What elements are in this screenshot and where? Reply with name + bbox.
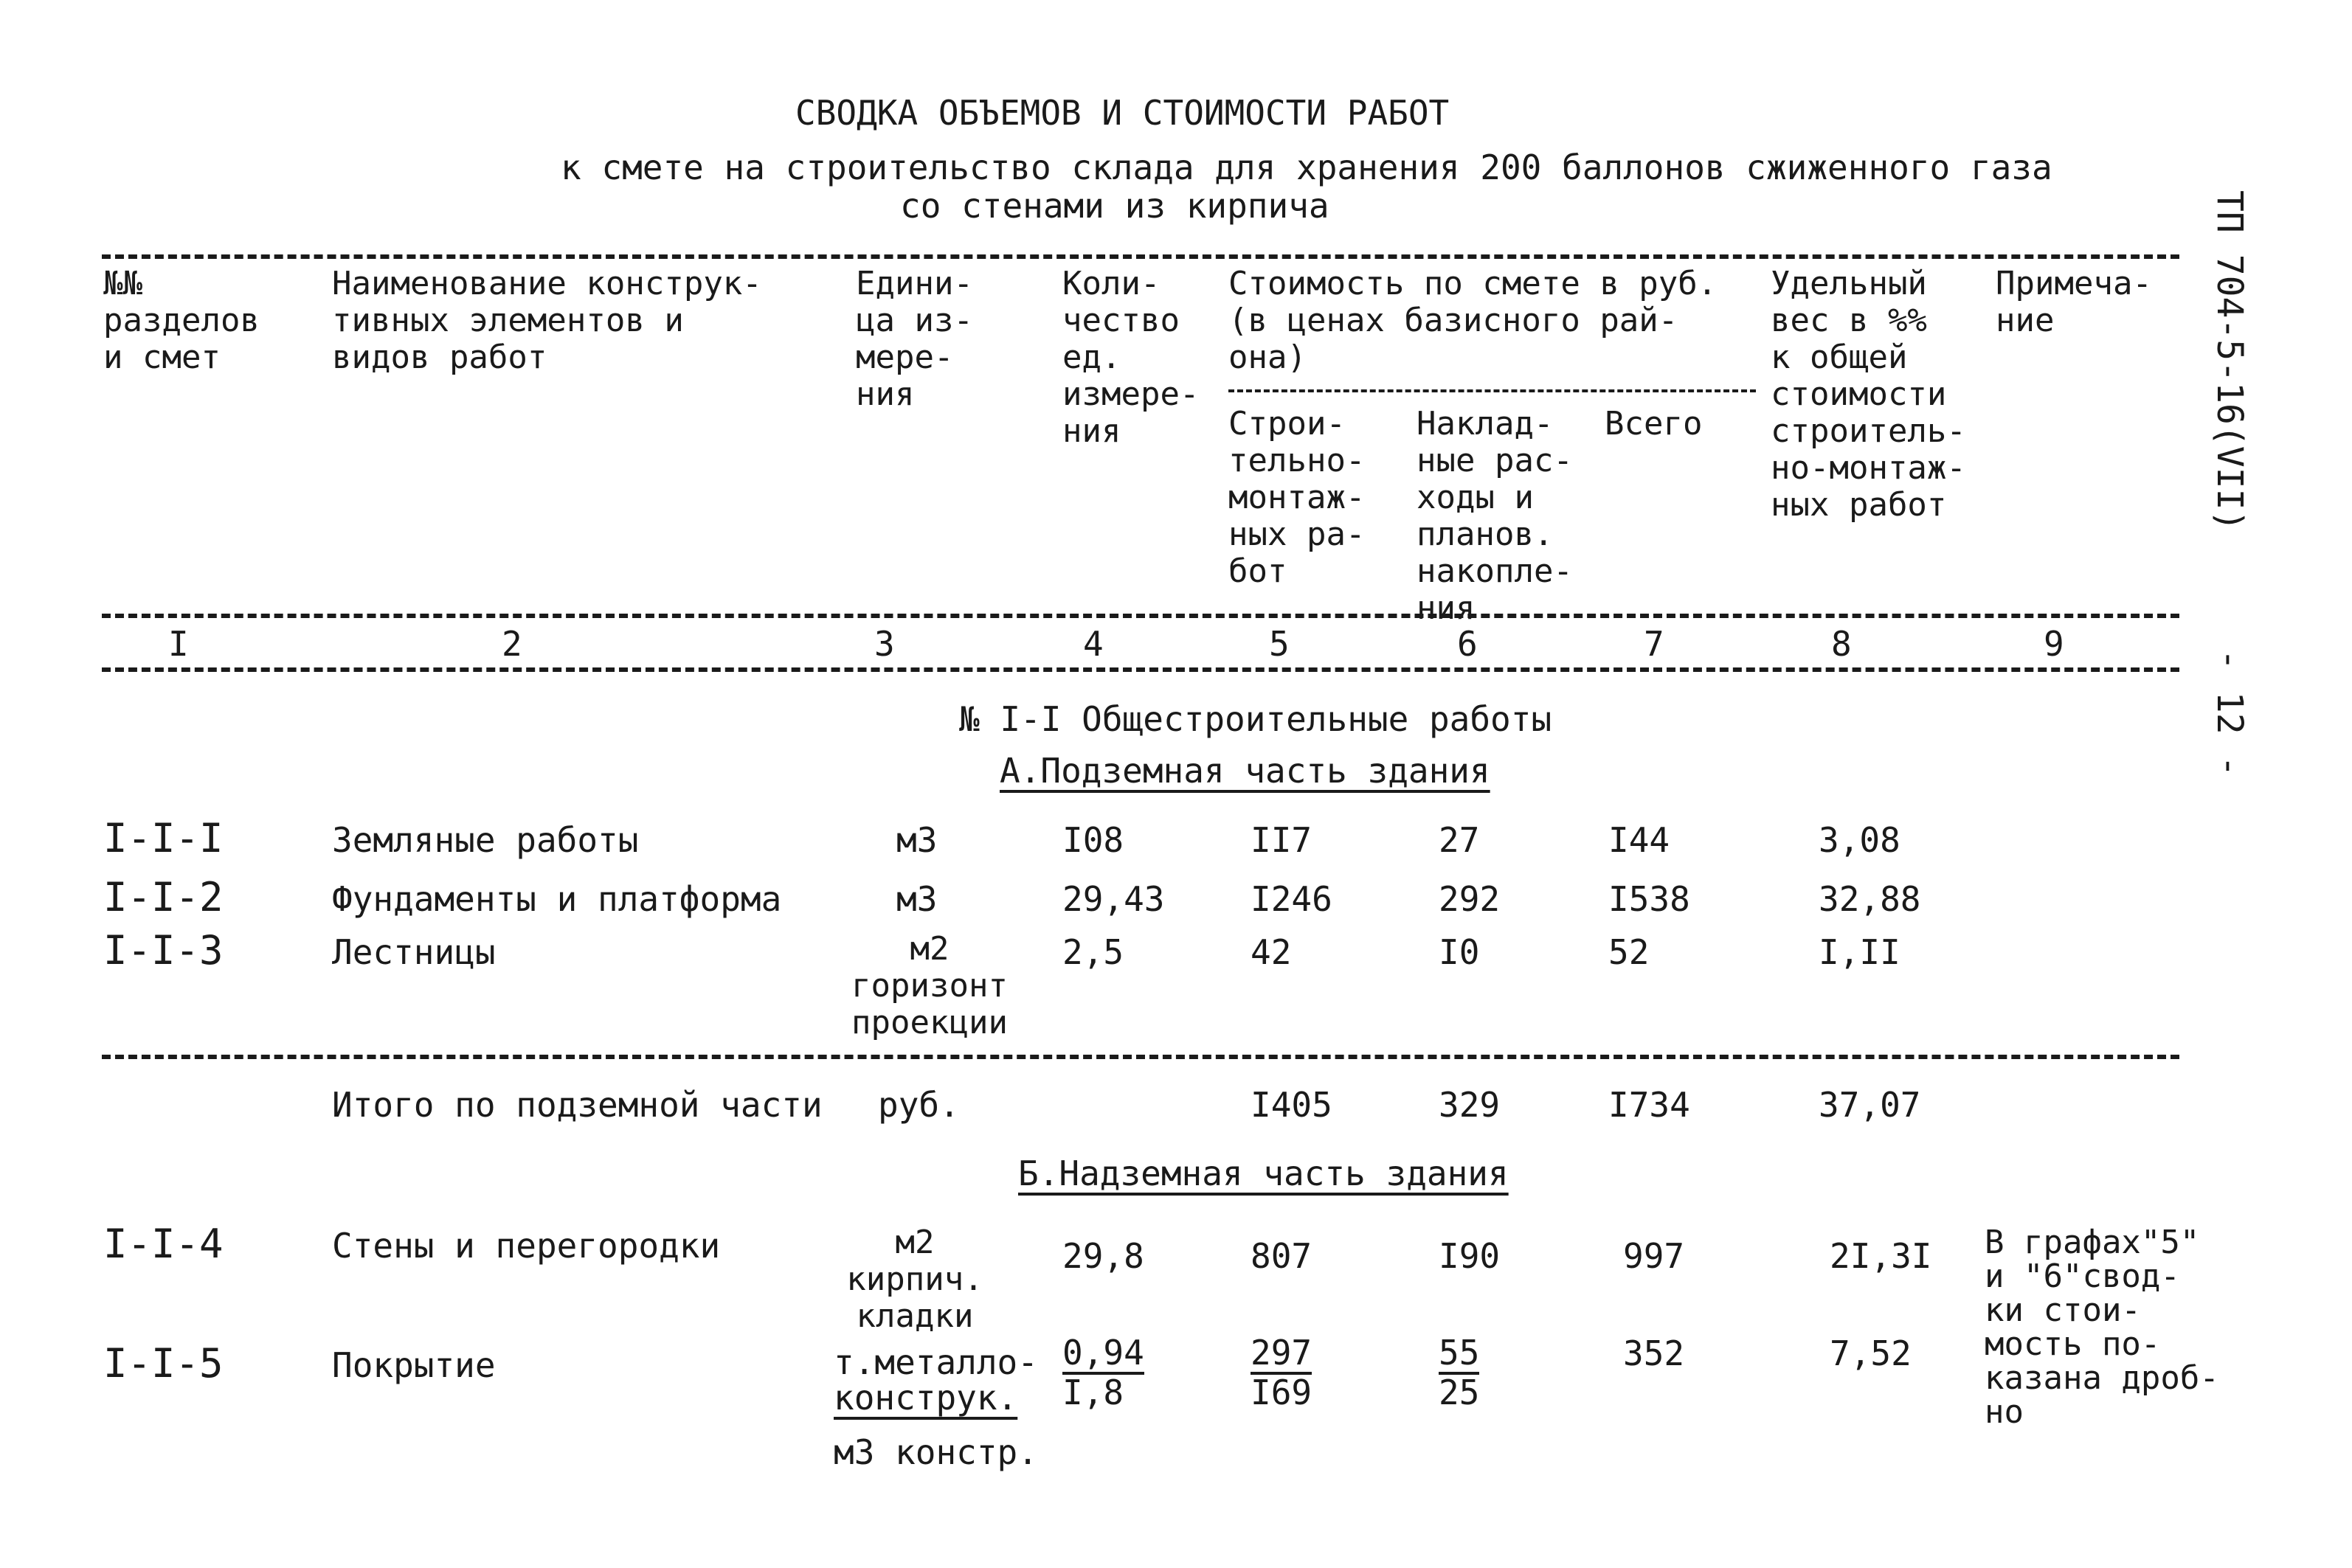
row-qty: I08 <box>1062 820 1124 860</box>
row-smr: 807 <box>1251 1236 1312 1276</box>
subtotal-name: Итого по подземной части <box>332 1085 823 1125</box>
row-total: I538 <box>1608 879 1690 919</box>
subtotal-total: I734 <box>1608 1085 1690 1125</box>
header-col8: Удельный вес в %% к общей стоимости строитель- но-монтаж- ных работ <box>1771 265 1966 524</box>
row-total: I44 <box>1608 820 1670 860</box>
row-unit-line3: м3 констр. <box>834 1432 1038 1472</box>
header-top-rule <box>102 254 2179 259</box>
row-unit: м2 кирпич. кладки <box>846 1224 983 1335</box>
row-unit: м3 <box>896 879 938 919</box>
header-col7: Всего <box>1605 405 1703 443</box>
row-smr: I246 <box>1251 879 1332 919</box>
row-code: I-I-2 <box>103 874 224 920</box>
header-col4: Коли- чество ед. измере- ния <box>1062 265 1200 450</box>
row-overhead-bottom: 25 <box>1439 1373 1480 1412</box>
row-name: Фундаменты и платформа <box>332 879 782 919</box>
row-share: 7,52 <box>1830 1333 1912 1373</box>
subtotal-rule <box>102 1055 2179 1059</box>
row-smr: 42 <box>1251 932 1292 972</box>
row-overhead-fraction <box>1439 1335 1479 1410</box>
row-unit: м3 <box>896 820 938 860</box>
header-col9: Примеча- ние <box>1996 265 2152 339</box>
row-code: I-I-I <box>103 815 224 861</box>
column-number-8: 8 <box>1831 624 1852 664</box>
row-name: Земляные работы <box>332 820 639 860</box>
document-subtitle: к смете на строительство склада для хранения 200 баллонов сжиженного газа <box>561 148 2052 187</box>
row-note: В графах"5" и "6"свод- ки стои- мость по- казана дроб- но <box>1985 1224 2219 1431</box>
column-number-5: 5 <box>1269 624 1290 664</box>
row-total: 352 <box>1623 1333 1685 1373</box>
subtotal-unit: руб. <box>878 1085 960 1125</box>
header-col5: Строи- тельно- монтаж- ных ра- бот <box>1228 405 1366 590</box>
column-number-6: 6 <box>1457 624 1478 664</box>
subtotal-share: 37,07 <box>1819 1085 1921 1125</box>
row-unit-line1: т.металло- <box>834 1342 1038 1382</box>
row-overhead: I0 <box>1439 932 1480 972</box>
column-number-4: 4 <box>1083 624 1104 664</box>
column-number-7: 7 <box>1644 624 1664 664</box>
row-share: 2I,3I <box>1830 1236 1932 1276</box>
subsection-b-title: Б.Надземная часть здания <box>1018 1154 1509 1193</box>
row-name: Стены и перегородки <box>332 1226 721 1266</box>
subtotal-smr: I405 <box>1251 1085 1332 1125</box>
row-qty-top: 0,94 <box>1062 1335 1144 1375</box>
row-smr-top: 297 <box>1251 1335 1312 1375</box>
header-cost-divider <box>1228 389 1756 392</box>
column-number-bottom-rule <box>102 667 2179 672</box>
row-share: 32,88 <box>1819 879 1921 919</box>
row-share: 3,08 <box>1819 820 1900 860</box>
header-col2: Наименование конструк- тивных элементов и видов работ <box>332 265 762 376</box>
document-title: СВОДКА ОБЪЕМОВ И СТОИМОСТИ РАБОТ <box>795 93 1450 133</box>
row-smr: II7 <box>1251 820 1312 860</box>
row-qty: 29,8 <box>1062 1236 1144 1276</box>
row-name: Лестницы <box>332 932 496 972</box>
row-smr-fraction <box>1251 1335 1312 1410</box>
row-code: I-I-4 <box>103 1221 224 1267</box>
column-number-3: 3 <box>874 624 895 664</box>
header-col6: Наклад- ные рас- ходы и планов. накопле- ния <box>1417 405 1573 627</box>
row-qty: 2,5 <box>1062 932 1124 972</box>
section-title: № I-I Общестроительные работы <box>959 699 1552 739</box>
header-cost-group: Стоимость по смете в руб. (в ценах базисного рай- она) <box>1228 265 1718 376</box>
row-overhead: 292 <box>1439 879 1501 919</box>
column-number-1: I <box>168 624 189 664</box>
row-overhead: I90 <box>1439 1236 1501 1276</box>
side-code: ТП 704-5-16(VII) <box>2209 190 2250 532</box>
row-smr-bottom: I69 <box>1251 1373 1312 1412</box>
column-number-2: 2 <box>502 624 522 664</box>
row-qty-fraction <box>1062 1335 1144 1410</box>
subsection-a-title: А.Подземная часть здания <box>1000 751 1490 791</box>
document-subtitle-2: со стенами из кирпича <box>900 186 1329 226</box>
header-col3: Едини- ца из- мере- ния <box>856 265 973 413</box>
row-share: I,II <box>1819 932 1900 972</box>
row-name: Покрытие <box>332 1345 496 1385</box>
column-number-9: 9 <box>2044 624 2064 664</box>
row-overhead-top: 55 <box>1439 1335 1479 1375</box>
page-number: - 12 - <box>2209 649 2250 777</box>
row-qty: 29,43 <box>1062 879 1165 919</box>
row-unit: м2 горизонт проекции <box>851 930 1008 1041</box>
subtotal-overhead: 329 <box>1439 1085 1501 1125</box>
row-qty-bottom: I,8 <box>1062 1373 1124 1412</box>
column-number-top-rule <box>102 614 2179 618</box>
row-overhead: 27 <box>1439 820 1480 860</box>
row-code: I-I-3 <box>103 927 224 974</box>
row-unit-line2: конструк. <box>834 1378 1018 1418</box>
row-total: 52 <box>1608 932 1650 972</box>
row-code: I-I-5 <box>103 1340 224 1387</box>
row-total: 997 <box>1623 1236 1685 1276</box>
header-col1: №№ разделов и смет <box>103 265 260 376</box>
